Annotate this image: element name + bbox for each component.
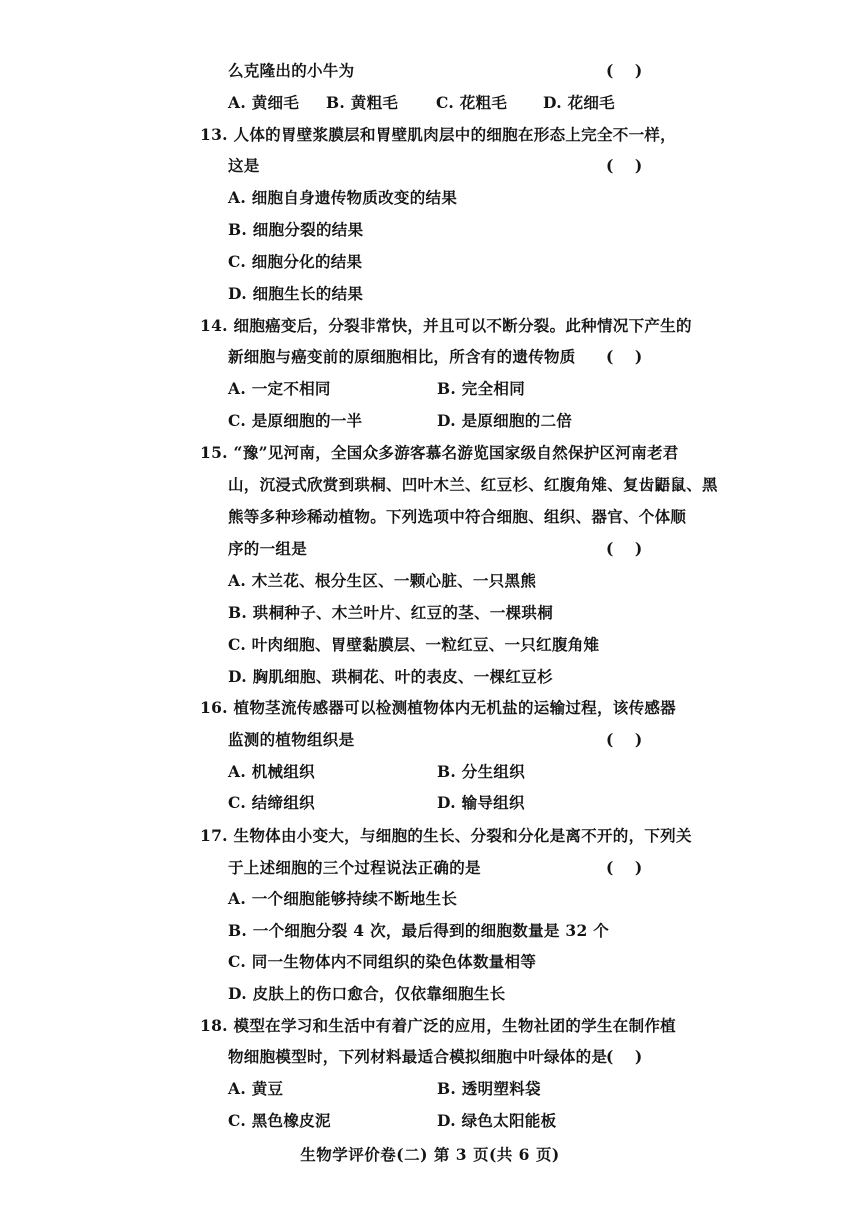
q13-option-d: D. 细胞生长的结果 [228, 284, 364, 303]
q14-option-b: B. 完全相同 [437, 379, 525, 398]
q17-stem-line1: 17. 生物体由小变大，与细胞的生长、分裂和分化是离不开的，下列关 [200, 826, 692, 845]
q13-option-c: C. 细胞分化的结果 [228, 252, 363, 271]
q12-option-b: B. 黄粗毛 [326, 93, 399, 112]
q17-option-c: C. 同一生物体内不同组织的染色体数量相等 [228, 952, 537, 971]
q13-stem-line2: 这是 [228, 156, 260, 175]
q14-stem-line1: 14. 细胞癌变后，分裂非常快，并且可以不断分裂。此种情况下产生的 [200, 316, 692, 335]
page-footer: 生物学评价卷(二) 第 3 页(共 6 页) [300, 1145, 560, 1164]
q14-option-a: A. 一定不相同 [228, 379, 331, 398]
q15-stem-line4: 序的一组是 [228, 539, 308, 558]
q13-option-b: B. 细胞分裂的结果 [228, 220, 364, 239]
q16-stem-line2: 监测的植物组织是 [228, 730, 355, 749]
q13-option-a: A. 细胞自身遗传物质改变的结果 [228, 188, 458, 207]
q12-option-a: A. 黄细毛 [228, 93, 300, 112]
q16-option-c: C. 结缔组织 [228, 793, 315, 812]
q15-option-a: A. 木兰花、根分生区、一颗心脏、一只黑熊 [228, 571, 537, 590]
q18-option-c: C. 黑色橡皮泥 [228, 1111, 331, 1130]
q16-option-b: B. 分生组织 [437, 762, 525, 781]
q16-option-a: A. 机械组织 [228, 762, 315, 781]
q18-option-b: B. 透明塑料袋 [437, 1079, 541, 1098]
q17-option-a: A. 一个细胞能够持续不断地生长 [228, 889, 458, 908]
q16-answer-paren: ( ) [606, 730, 643, 749]
q15-stem-line1: 15. “豫”见河南，全国众多游客慕名游览国家级自然保护区河南老君 [200, 443, 679, 462]
q14-answer-paren: ( ) [606, 347, 643, 366]
q18-answer-paren: ( ) [606, 1047, 643, 1066]
q18-stem-line1: 18. 模型在学习和生活中有着广泛的应用，生物社团的学生在制作植 [200, 1016, 676, 1035]
q13-stem-line1: 13. 人体的胃壁浆膜层和胃壁肌肉层中的细胞在形态上完全不一样， [200, 125, 676, 144]
q17-option-b: B. 一个细胞分裂 4 次，最后得到的细胞数量是 32 个 [228, 921, 610, 940]
q15-answer-paren: ( ) [606, 539, 643, 558]
q12-stem: 么克隆出的小牛为 [228, 61, 355, 80]
q18-option-a: A. 黄豆 [228, 1079, 284, 1098]
q15-option-c: C. 叶肉细胞、胃壁黏膜层、一粒红豆、一只红腹角雉 [228, 635, 600, 654]
q14-option-c: C. 是原细胞的一半 [228, 411, 363, 430]
q17-answer-paren: ( ) [606, 858, 643, 877]
q17-stem-line2: 于上述细胞的三个过程说法正确的是 [228, 858, 481, 877]
q12-option-c: C. 花粗毛 [436, 93, 508, 112]
q15-stem-line2: 山，沉浸式欣赏到珙桐、凹叶木兰、红豆杉、红腹角雉、复齿鼯鼠、黑 [228, 475, 718, 494]
q15-stem-line3: 熊等多种珍稀动植物。下列选项中符合细胞、组织、器官、个体顺 [228, 507, 687, 526]
q18-stem-line2: 物细胞模型时，下列材料最适合模拟细胞中叶绿体的是 [228, 1047, 608, 1066]
q18-option-d: D. 绿色太阳能板 [437, 1111, 557, 1130]
q12-option-d: D. 花细毛 [543, 93, 615, 112]
q16-stem-line1: 16. 植物茎流传感器可以检测植物体内无机盐的运输过程，该传感器 [200, 698, 676, 717]
q12-answer-paren: ( ) [606, 61, 643, 80]
q14-stem-line2: 新细胞与癌变前的原细胞相比，所含有的遗传物质 [228, 347, 576, 366]
q13-answer-paren: ( ) [606, 156, 643, 175]
q16-option-d: D. 输导组织 [437, 793, 525, 812]
q14-option-d: D. 是原细胞的二倍 [437, 411, 573, 430]
q17-option-d: D. 皮肤上的伤口愈合，仅依靠细胞生长 [228, 984, 506, 1003]
q15-option-d: D. 胸肌细胞、珙桐花、叶的表皮、一棵红豆杉 [228, 667, 553, 686]
q15-option-b: B. 珙桐种子、木兰叶片、红豆的茎、一棵珙桐 [228, 603, 553, 622]
